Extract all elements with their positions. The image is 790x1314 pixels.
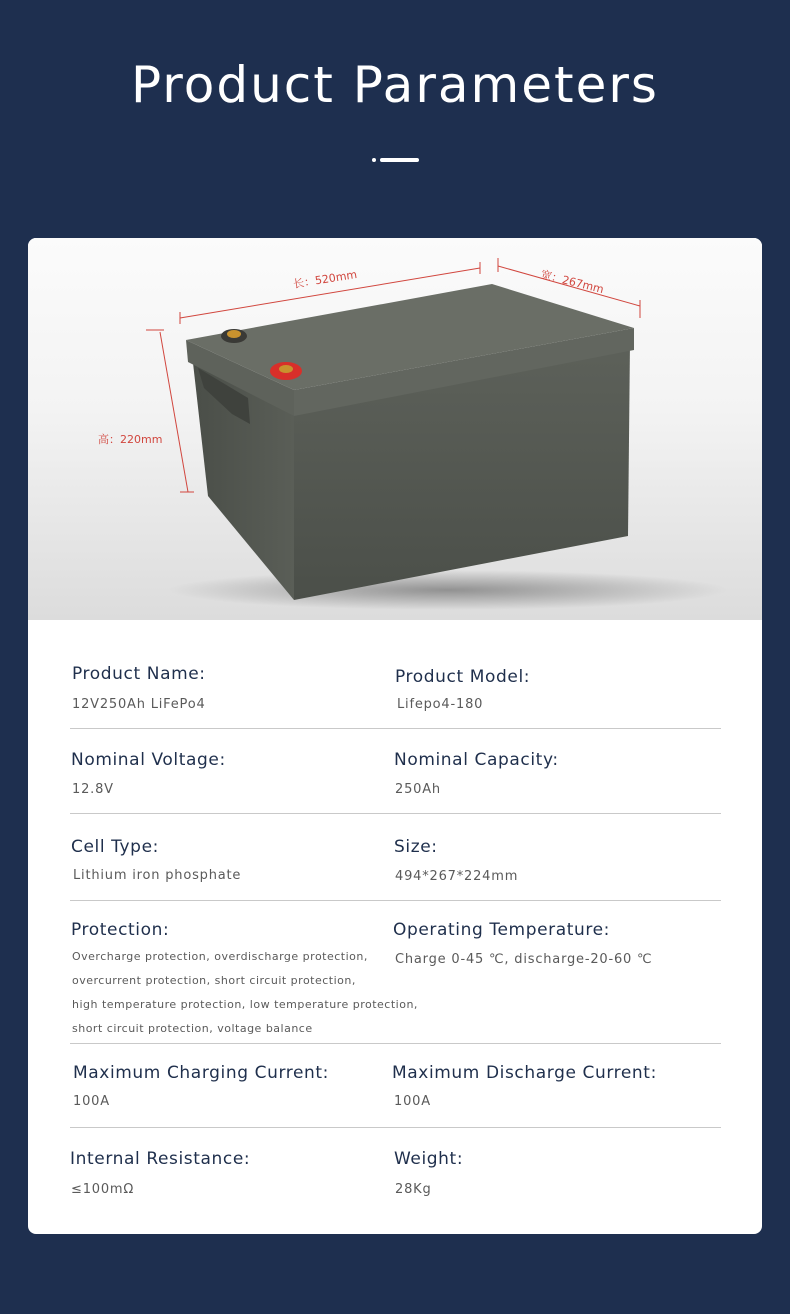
cell-type-value: Lithium iron phosphate xyxy=(73,868,242,883)
protection-line: Overcharge protection, overdischarge protection, xyxy=(72,950,368,963)
max-discharge-current-value: 100A xyxy=(394,1094,431,1109)
internal-resistance-value: ≤100mΩ xyxy=(71,1182,135,1197)
protection-label: Protection: xyxy=(71,920,170,940)
row-divider xyxy=(70,1127,721,1128)
spec-card xyxy=(28,238,762,1234)
internal-resistance-label: Internal Resistance: xyxy=(70,1149,251,1169)
weight-value: 28Kg xyxy=(395,1182,432,1197)
battery-illustration xyxy=(28,238,762,620)
protection-line: high temperature protection, low temperature protection, xyxy=(72,998,418,1011)
battery-product-image xyxy=(28,238,762,620)
max-discharge-current-label: Maximum Discharge Current: xyxy=(392,1063,657,1083)
operating-temperature-value: Charge 0-45 ℃, discharge-20-60 ℃ xyxy=(395,952,653,967)
row-divider xyxy=(70,728,721,729)
row-divider xyxy=(70,1043,721,1044)
product-name-value: 12V250Ah LiFePo4 xyxy=(72,697,206,712)
cell-type-label: Cell Type: xyxy=(71,837,159,857)
title-underline xyxy=(372,157,420,163)
weight-label: Weight: xyxy=(394,1149,464,1169)
product-model-label: Product Model: xyxy=(395,667,531,687)
title-underline-dot xyxy=(372,158,376,162)
dimension-width-label: 宽：267mm xyxy=(539,267,606,297)
nominal-voltage-value: 12.8V xyxy=(72,782,114,797)
max-charging-current-label: Maximum Charging Current: xyxy=(73,1063,329,1083)
protection-line: short circuit protection, voltage balance xyxy=(72,1022,313,1035)
nominal-voltage-label: Nominal Voltage: xyxy=(71,750,226,770)
page-title: Product Parameters xyxy=(131,56,659,114)
row-divider xyxy=(70,900,721,901)
dimension-length-label: 长：520mm xyxy=(292,267,358,291)
size-label: Size: xyxy=(394,837,438,857)
protection-line: overcurrent protection, short circuit protection, xyxy=(72,974,356,987)
nominal-capacity-value: 250Ah xyxy=(395,782,441,797)
max-charging-current-value: 100A xyxy=(73,1094,110,1109)
row-divider xyxy=(70,813,721,814)
nominal-capacity-label: Nominal Capacity: xyxy=(394,750,559,770)
product-model-value: Lifepo4-180 xyxy=(397,697,484,712)
product-name-label: Product Name: xyxy=(72,664,206,684)
operating-temperature-label: Operating Temperature: xyxy=(393,920,611,940)
spec-list xyxy=(28,620,762,1234)
title-underline-bar xyxy=(380,158,419,162)
size-value: 494*267*224mm xyxy=(395,869,519,884)
dimension-height-label: 高：220mm xyxy=(98,433,163,446)
